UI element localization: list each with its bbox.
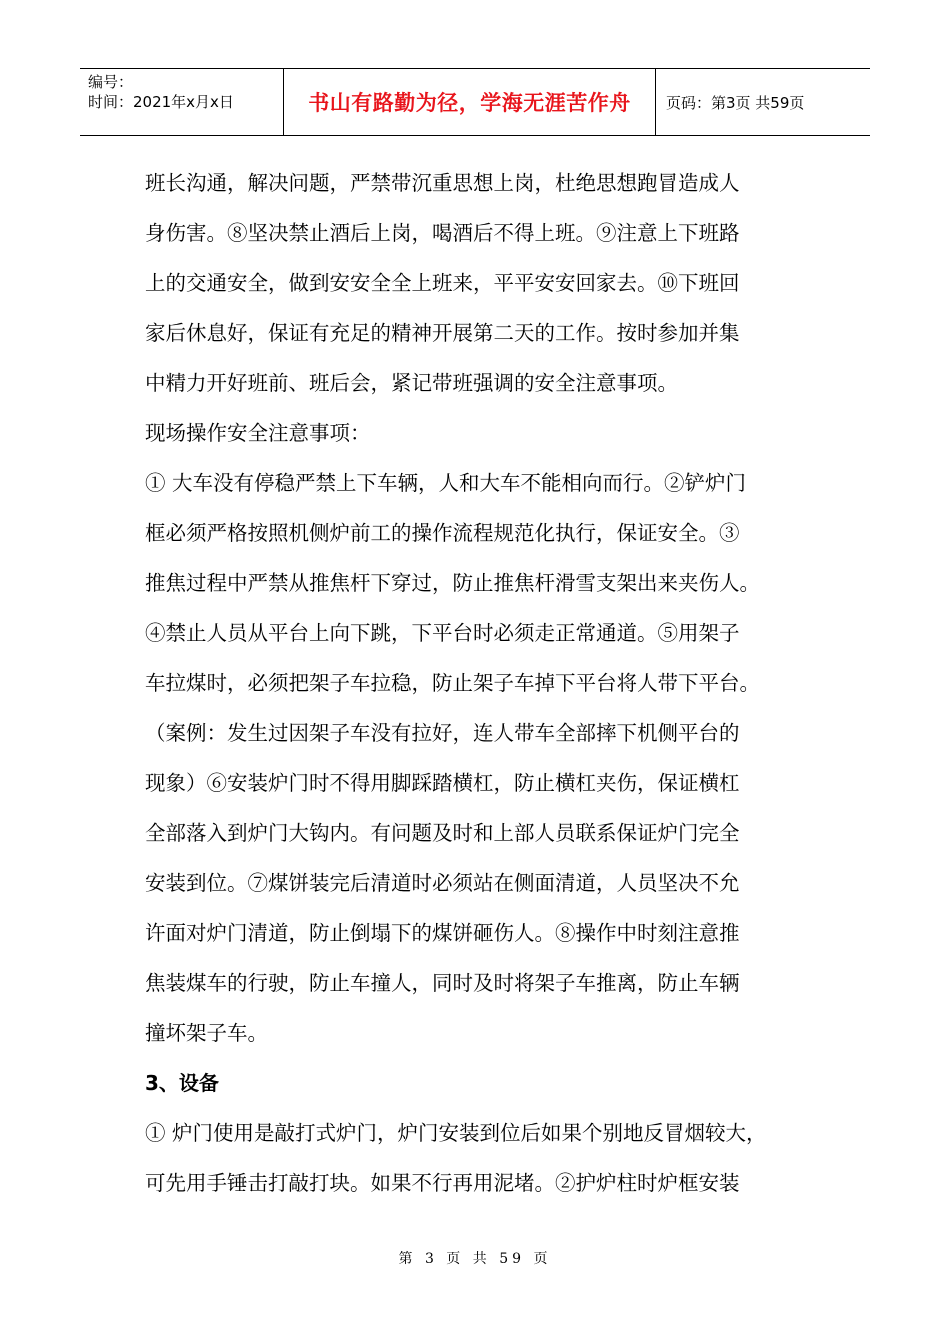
body-line: ④禁止人员从平台上向下跳，下平台时必须走正常通道。⑤用架子: [145, 621, 740, 645]
body-line: 车拉煤时，必须把架子车拉稳，防止架子车掉下平台将人带下平台。: [145, 671, 760, 695]
body-line: 家后休息好，保证有充足的精神开展第二天的工作。按时参加并集: [145, 321, 740, 345]
document-number-label: 编号：: [88, 73, 134, 91]
body-line: 可先用手锤击打敲打块。如果不行再用泥堵。②护炉柱时炉框安装: [145, 1171, 740, 1195]
document-time-label: 时间：2021年x月x日: [88, 93, 234, 111]
body-line: 全部落入到炉门大钩内。有问题及时和上部人员联系保证炉门完全: [145, 821, 740, 845]
body-line: 许面对炉门清道，防止倒塌下的煤饼砸伤人。⑧操作中时刻注意推: [145, 921, 740, 945]
body-line: 推焦过程中严禁从推焦杆下穿过，防止推焦杆滑雪支架出来夹伤人。: [145, 571, 760, 595]
body-line: 撞坏架子车。: [145, 1021, 268, 1045]
header-meta: [80, 69, 283, 135]
body-line: ① 炉门使用是敲打式炉门，炉门安装到位后如果个别地反冒烟较大，: [145, 1121, 767, 1145]
page-footer: 第 3 页 共 59 页: [398, 1251, 552, 1267]
header-page-info: 页码：第3页 共59页: [666, 93, 805, 112]
body-line: 焦装煤车的行驶，防止车撞人，同时及时将架子车推离，防止车辆: [145, 971, 740, 995]
body-line: 班长沟通，解决问题，严禁带沉重思想上岗，杜绝思想跑冒造成人: [145, 171, 740, 195]
body-line: 现象）⑥安装炉门时不得用脚踩踏横杠，防止横杠夹伤，保证横杠: [145, 771, 740, 795]
body-line: 安装到位。⑦煤饼装完后清道时必须站在侧面清道，人员坚决不允: [145, 871, 740, 895]
body-line: 身伤害。⑧坚决禁止酒后上岗，喝酒后不得上班。⑨注意上下班路: [145, 221, 740, 245]
page-header: [80, 68, 870, 136]
document-body: [145, 158, 805, 1208]
body-line: 框必须严格按照机侧炉前工的操作流程规范化执行，保证安全。③: [145, 521, 740, 545]
section-heading: 3、设备: [145, 1071, 219, 1095]
body-line: 中精力开好班前、班后会，紧记带班强调的安全注意事项。: [145, 371, 678, 395]
body-line: 上的交通安全，做到安安全全上班来，平平安安回家去。⑩下班回: [145, 271, 740, 295]
body-line: ① 大车没有停稳严禁上下车辆，人和大车不能相向而行。②铲炉门: [145, 471, 747, 495]
subsection-title: 现场操作安全注意事项：: [145, 421, 371, 445]
header-motto: 书山有路勤为径，学海无涯苦作舟: [283, 69, 656, 135]
body-line: （案例：发生过因架子车没有拉好，连人带车全部摔下机侧平台的: [145, 721, 740, 745]
